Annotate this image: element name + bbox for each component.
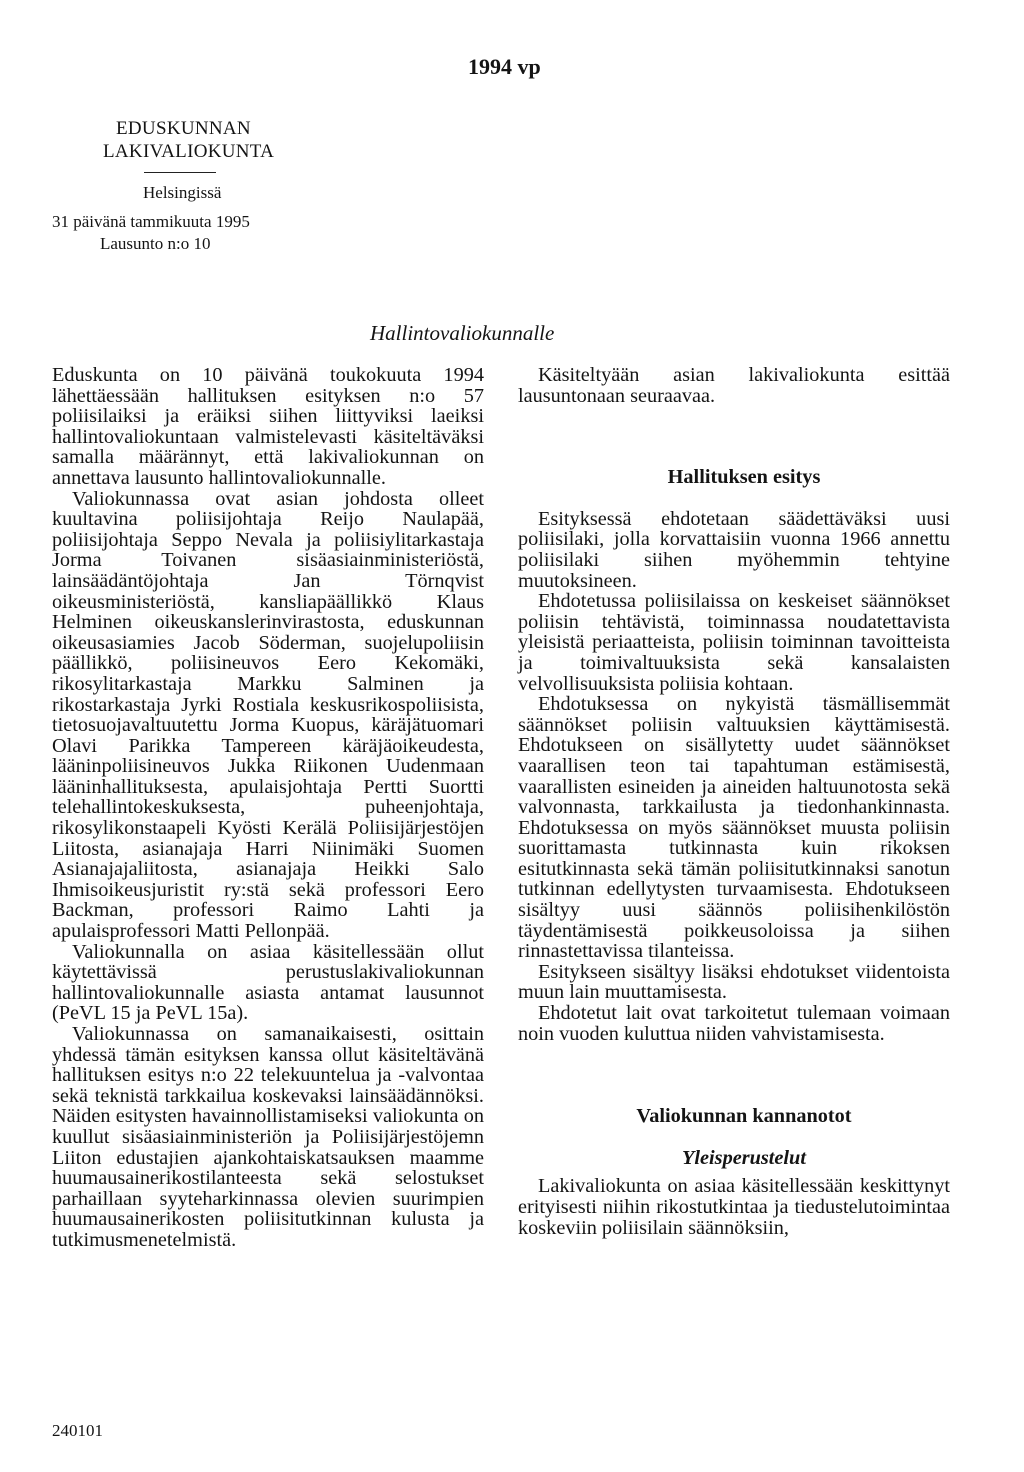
place-line: Helsingissä [143, 183, 222, 202]
footer-code: 240101 [52, 1421, 103, 1440]
section-title-valiokunnan-kannanotot: Valiokunnan kannanotot [636, 1105, 852, 1128]
paragraph: Esitykseen sisältyy lisäksi ehdotukset viidentoista muun lain muuttamisesta. [518, 960, 950, 1004]
addressee: Hallintovaliokunnalle [370, 321, 555, 345]
paragraph: Ehdotetut lait ovat tarkoitetut tulemaan voimaan noin vuoden kuluttua niiden vahvistamisesta. [518, 1002, 950, 1045]
paragraph: Valiokunnalla on asiaa käsitellessään ollut käytettävissä perustuslakivaliokunnan hallintovaliokunnalle asiasta antamat lausunnot (PeVL 15 ja PeVL 15a). [52, 940, 484, 1025]
header-divider [144, 172, 216, 173]
paragraph: Valiokunnassa on samanaikaisesti, osittain yhdessä tämän esityksen kanssa ollut käsiteltävänä hallituksen esitys n:o 22 telekuuntelua ja -valvontaa sekä teknistä tarkkailua koskevaksi lainsäädännöksi. Näiden esitysten havainnollistamiseksi valiokunta on kuullut sisäasiainministeriön ja Poliisijärjestöjemn Liiton edustajien ajankohtaiskatsauksen maamme huumausainerikostilanteesta sekä selostukset parhaillaan syyteharkinnassa olevien suurimpien huumausainerikosten poliisitutkinnan kulusta ja tutkimusmenetelmistä. [52, 1023, 484, 1251]
org-line-1: EDUSKUNNAN [116, 118, 251, 139]
subsection-title-yleisperustelut: Yleisperustelut [682, 1146, 806, 1169]
paragraph: Lakivaliokunta on asiaa käsitellessään keskittynyt erityisesti niihin rikostutkintaa ja tiedustelutoimintaa koskeviin poliisilain säännöksiin, [518, 1175, 950, 1239]
date-line: 31 päivänä tammikuuta 1995 [52, 212, 250, 231]
paragraph: Eduskunta on 10 päivänä toukokuuta 1994 lähettäessään hallituksen esityksen n:o 57 poliisilaiksi ja eräiksi siihen liittyviksi laeiksi hallintovaliokuntaan valmistelevasti käsiteltäväksi samalla määrännyt, että lakivaliokunnan on annettava lausunto hallintovaliokunnalle. [52, 364, 484, 489]
right-column [518, 365, 950, 1238]
section-title-hallituksen-esitys: Hallituksen esitys [667, 466, 821, 489]
paragraph: Valiokunnassa ovat asian johdosta olleet kuultavina poliisijohtaja Reijo Naulapää, poliisijohtaja Seppo Nevala ja poliisiylitarkastaja Jorma Toivanen sisäasiainministeriöstä, lainsäädäntöjohtaja Jan Törnqvist oikeusministeriöstä, kansliapäällikkö Klaus Helminen oikeuskanslerinvirastosta, eduskunnan oikeusasiamies Jacob Söderman, suojelupoliisin päällikkö, poliisineuvos Eero Kekomäki, rikosylitarkastaja Markku Salminen ja rikostarkastaja Jyrki Rostiala keskusrikospoliisista, tietosuojavaltuutettu Jorma Kuopus, käräjätuomari Olavi Parikka Tampereen käräjäoikeudesta, lääninpoliisineuvos Jukka Riikonen Uudenmaan lääninhallituksesta, apulaisjohtaja Pertti Suortti telehallintokeskuksesta, puheenjohtaja, rikosylikonstaapeli Kyösti Kerälä Poliisijärjestöjen Liitosta, asianajaja Harri Niinimäki Suomen Asianajajaliitosta, asianajaja Heikki Salo Ihmisoikeusjuristit ry:stä sekä professori Eero Backman, professori Raimo Lahti ja apulaisprofessori Matti Pellonpää. [52, 487, 484, 943]
org-line-2: LAKIVALIOKUNTA [103, 141, 275, 162]
page-number: 1994 vp [468, 54, 541, 79]
left-column [52, 365, 484, 1251]
paragraph: Ehdotetussa poliisilaissa on keskeiset säännökset poliisin tehtävistä, toiminnassa noudatettavista yleisistä periaatteista, poliisin toiminnan tavoitteista ja toimivaltuuksista sekä kansalaisten velvollisuuksista poliisia kohtaan. [518, 590, 950, 695]
paragraph: Ehdotuksessa on nykyistä täsmällisemmät säännökset poliisin valtuuksien käyttämisestä. Ehdotukseen on sisällytetty uudet säännökset vaarallisen teon tai tapahtuman estämisestä, vaarallisten esineiden ja aineiden haltuunotosta sekä valvonnasta, tarkkailusta ja tiedonhankinnasta. Ehdotuksessa on myös säännökset muusta poliisin suorittamasta tutkinnasta kuin rikoksen esitutkinnasta sekä tämän poliisitutkinnaksi sanotun tutkinnan edellytysten turvaamisesta. Ehdotukseen sisältyy uusi säännös poliisihenkilöstön täydentämisestä poikkeusoloissa ja siihen rinnastettavissa tilanteissa. [518, 693, 950, 963]
paragraph: Esityksessä ehdotetaan säädettäväksi uusi poliisilaki, jolla korvattaisiin vuonna 1966 annettu poliisilaki siihen myöhemmin tehtyine muutoksineen. [518, 507, 950, 592]
intro-paragraph: Käsiteltyään asian lakivaliokunta esittää lausuntonaan seuraavaa. [518, 364, 950, 407]
statement-number: Lausunto n:o 10 [100, 234, 211, 253]
